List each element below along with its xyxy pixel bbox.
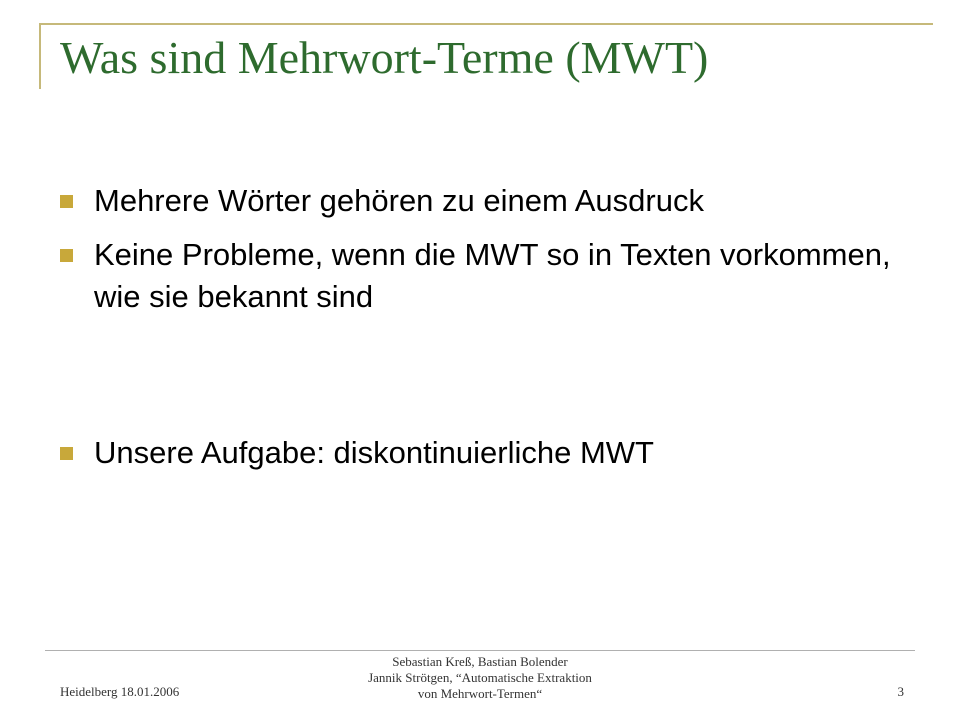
- page-number: 3: [897, 684, 904, 699]
- square-bullet-icon: [60, 447, 73, 460]
- footer-authors-line: von Mehrwort-Termen“: [417, 686, 543, 701]
- bullet-text: Keine Probleme, wenn die MWT so in Texten vorkommen, wie sie bekannt sind: [94, 237, 891, 314]
- footer-authors-line: Sebastian Kreß, Bastian Bolender: [392, 654, 568, 669]
- square-bullet-icon: [60, 249, 73, 262]
- decorative-top-line: [39, 23, 933, 25]
- bullet-item: [60, 180, 910, 222]
- bullet-item: [60, 432, 910, 474]
- footer-authors: [300, 654, 660, 702]
- bullet-list: [60, 180, 910, 486]
- bullet-text: Unsere Aufgabe: diskontinuierliche MWT: [94, 435, 654, 470]
- footer-divider: [45, 650, 915, 651]
- bullet-text: Mehrere Wörter gehören zu einem Ausdruck: [94, 183, 704, 218]
- decorative-left-line: [39, 23, 41, 89]
- footer-authors-line: Jannik Strötgen, “Automatische Extraktion: [368, 670, 592, 685]
- footer-date: Heidelberg 18.01.2006: [60, 684, 180, 699]
- square-bullet-icon: [60, 195, 73, 208]
- bullet-item: [60, 234, 910, 318]
- slide-title: Was sind Mehrwort-Terme (MWT): [60, 32, 709, 83]
